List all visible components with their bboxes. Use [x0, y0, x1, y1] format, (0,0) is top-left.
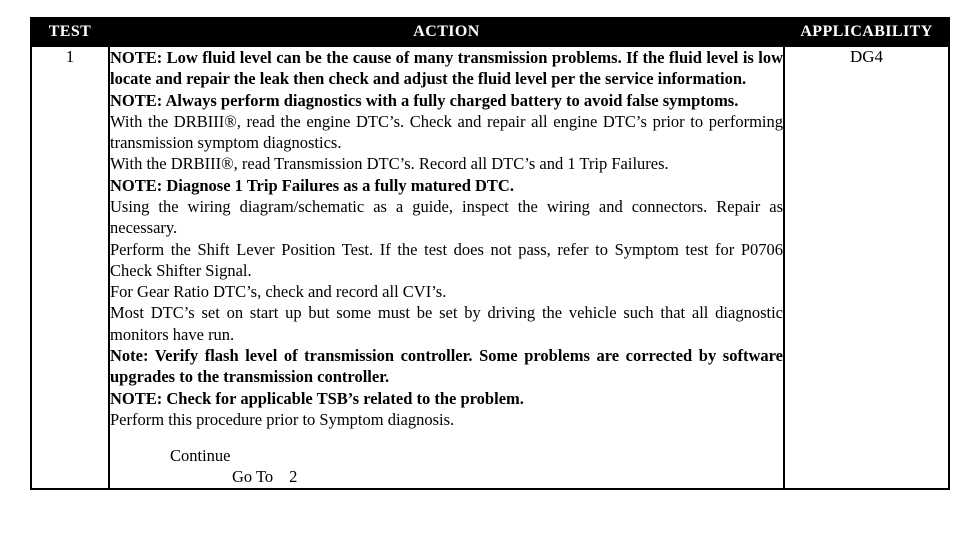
action-line: Perform this procedure prior to Symptom diagnosis. — [110, 409, 455, 429]
cell-test-number: 1 — [31, 46, 109, 489]
diagnostic-procedure-table — [30, 17, 950, 490]
action-line: Using the wiring diagram/schematic as a guide, inspect the wiring and connectors. Repair as necessary. — [110, 196, 783, 238]
column-header-action: ACTION — [109, 18, 784, 46]
action-line: NOTE: Low fluid level can be the cause of many transmission problems. If the fluid level is low locate and repair the leak then check and adjust the fluid level per the service information. — [110, 48, 783, 89]
cell-action-content — [109, 46, 784, 489]
action-line: NOTE: Always perform diagnostics with a fully charged battery to avoid false symptoms. — [110, 90, 739, 110]
action-line: For Gear Ratio DTC’s, check and record all CVI’s. — [110, 282, 447, 302]
goto-instruction — [232, 466, 783, 487]
table-header-row — [31, 18, 949, 46]
action-line: Most DTC’s set on start up but some must be set by driving the vehicle such that all diagnostic monitors have run. — [110, 303, 783, 344]
goto-label: Go To — [232, 467, 274, 487]
column-header-test: TEST — [31, 18, 109, 46]
action-line: Perform the Shift Lever Position Test. If the test does not pass, refer to Symptom test for P0706 Check Shifter Signal. — [110, 239, 783, 280]
table-body — [31, 46, 949, 489]
action-line: With the DRBIII®, read the engine DTC’s. Check and repair all engine DTC’s prior to performing transmission symptom diagnostics. — [110, 111, 783, 153]
action-line: With the DRBIII®, read Transmission DTC’s. Record all DTC’s and 1 Trip Failures. — [110, 154, 669, 174]
action-line: Note: Verify flash level of transmission controller. Some problems are corrected by software upgrades to the transmission controller. — [110, 345, 783, 387]
cell-applicability: DG4 — [784, 46, 949, 489]
table-row — [31, 46, 949, 489]
action-line: NOTE: Diagnose 1 Trip Failures as a fully matured DTC. — [110, 175, 514, 195]
column-header-applicability: APPLICABILITY — [784, 18, 949, 46]
action-line: NOTE: Check for applicable TSB’s related to the problem. — [110, 388, 524, 408]
goto-target: 2 — [289, 467, 298, 487]
action-spacer — [110, 430, 783, 445]
continue-label: Continue — [170, 446, 231, 466]
document-page — [0, 17, 974, 554]
table-header — [31, 18, 949, 46]
